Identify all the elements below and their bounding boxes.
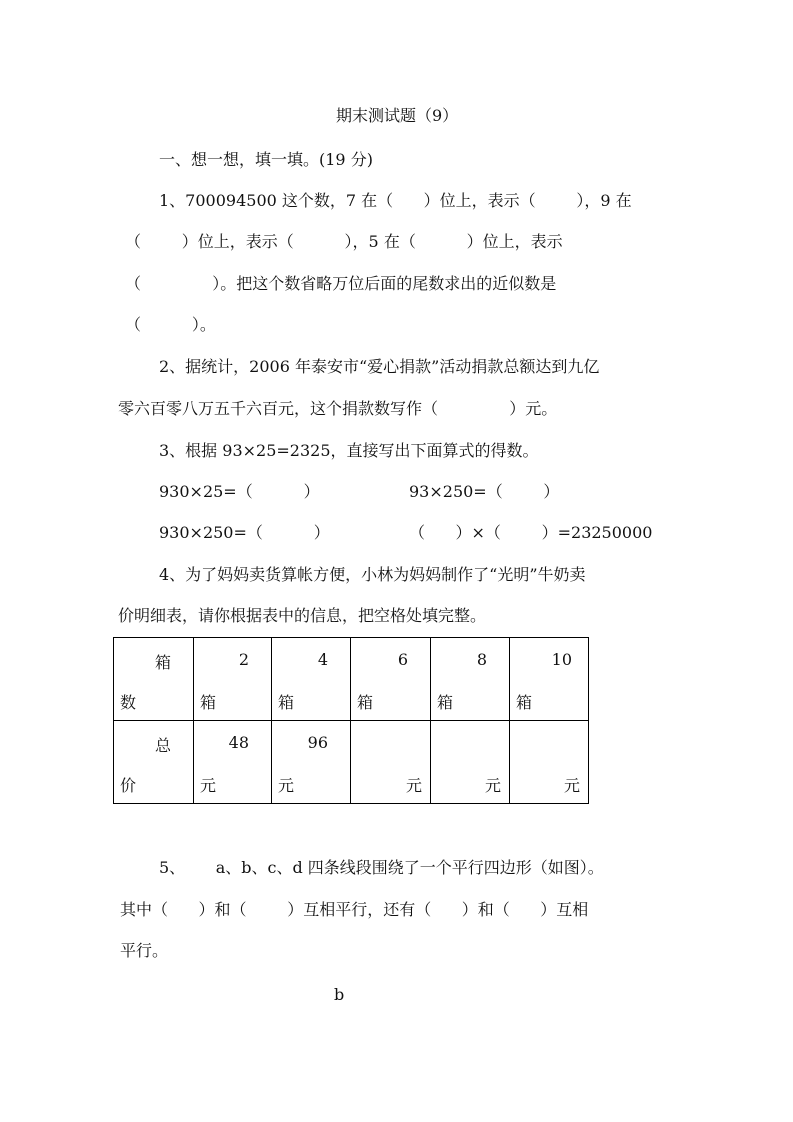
table-cell	[272, 638, 351, 721]
q1-line-2: （ ）位上，表示（ ），5 在（ ）位上，表示	[125, 232, 563, 251]
q5-line-3: 平行。	[120, 941, 169, 960]
cell-unit: 箱	[516, 693, 533, 712]
cell-value: 4	[317, 650, 328, 669]
figure-label-b: b	[334, 985, 345, 1004]
q1-line-3: （ ）。把这个数省略万位后面的尾数求出的近似数是	[125, 274, 557, 293]
row-header-top: 总	[154, 736, 171, 755]
row-header-top: 箱	[154, 653, 171, 672]
section-heading: 一、想一想，填一填。(19 分)	[159, 150, 373, 169]
cell-value: 8	[476, 650, 487, 669]
q3-equation-4: （ ）×（ ）=23250000	[409, 523, 653, 542]
row-header-bottom: 价	[120, 776, 137, 795]
cell-unit: 元	[405, 776, 422, 795]
q3-equation-3: 930×250=（ ）	[159, 523, 330, 542]
table-cell	[351, 638, 431, 721]
q3-line-1: 3、根据 93×25=2325，直接写出下面算式的得数。	[159, 441, 539, 460]
table-cell-blank	[431, 721, 510, 804]
cell-unit: 元	[563, 776, 580, 795]
cell-value: 10	[551, 650, 572, 669]
q1-line-1: 1、700094500 这个数，7 在（ ）位上，表示（ ），9 在	[159, 191, 632, 210]
q4-line-1: 4、为了妈妈卖货算帐方便，小林为妈妈制作了“光明”牛奶卖	[159, 565, 586, 584]
cell-unit: 箱	[437, 693, 454, 712]
q4-line-2: 价明细表，请你根据表中的信息，把空格处填完整。	[118, 606, 487, 625]
cell-unit: 箱	[200, 693, 217, 712]
q3-equation-1: 930×25=（ ）	[159, 482, 320, 501]
table-cell-blank	[351, 721, 431, 804]
cell-unit: 元	[278, 776, 295, 795]
table-cell	[194, 721, 272, 804]
table-cell	[194, 638, 272, 721]
row-header-cell	[114, 638, 194, 721]
q5-line-2: 其中（ ）和（ ）互相平行，还有（ ）和（ ）互相	[120, 900, 589, 919]
table-cell	[272, 721, 351, 804]
cell-value: 6	[397, 650, 408, 669]
q2-line-1: 2、据统计，2006 年泰安市“爱心捐款”活动捐款总额达到九亿	[159, 357, 600, 376]
cell-value: 96	[307, 733, 328, 752]
q2-line-2: 零六百零八万五千六百元，这个捐款数写作（ ）元。	[118, 399, 558, 418]
table-row	[114, 638, 589, 721]
row-header-bottom: 数	[120, 693, 137, 712]
cell-unit: 箱	[357, 693, 374, 712]
table-cell	[510, 638, 589, 721]
cell-value: 48	[228, 733, 249, 752]
table-cell	[431, 638, 510, 721]
q5-line-1: 5、 a、b、c、d 四条线段围绕了一个平行四边形（如图）。	[159, 858, 604, 877]
cell-value: 2	[238, 650, 249, 669]
cell-unit: 元	[484, 776, 501, 795]
q3-equation-2: 93×250=（ ）	[409, 482, 560, 501]
q1-line-4: （ ）。	[125, 315, 216, 334]
table-cell-blank	[510, 721, 589, 804]
cell-unit: 箱	[278, 693, 295, 712]
row-header-cell	[114, 721, 194, 804]
table-row	[114, 721, 589, 804]
price-table	[113, 637, 589, 804]
page-title: 期末测试题（9）	[336, 106, 459, 125]
cell-unit: 元	[200, 776, 217, 795]
